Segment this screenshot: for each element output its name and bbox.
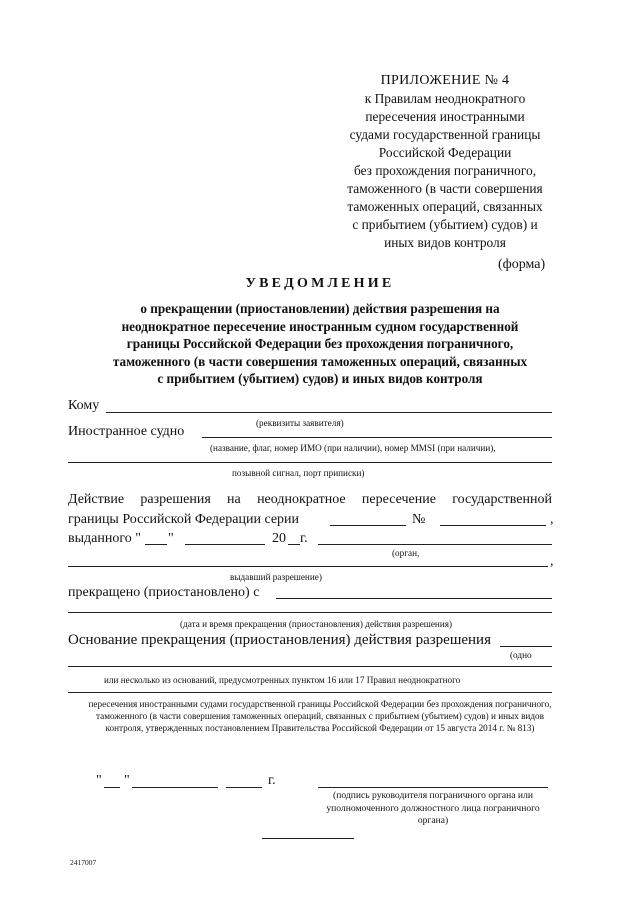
sig-year-field[interactable] [226, 787, 262, 788]
subtitle-line: таможенного (в части совершения таможенных операций, связанных [112, 353, 528, 369]
issued-label: выданного " [68, 531, 141, 546]
issued-quote: " [168, 531, 174, 546]
sig-day-field[interactable] [104, 787, 120, 788]
appendix-line: судами государственной границы [349, 127, 541, 142]
basis-field-3[interactable] [68, 692, 552, 693]
issued-year-field[interactable] [288, 544, 300, 545]
subtitle-line: неоднократное пересечение иностранным судном государственной [121, 318, 519, 334]
year-prefix: 20 [272, 531, 286, 546]
document-number: 2417007 [70, 858, 97, 867]
issued-day-field[interactable] [145, 544, 167, 545]
appendix-block [320, 72, 570, 252]
basis-field[interactable] [500, 646, 552, 647]
appendix-line: пересечения иностранными [365, 109, 525, 124]
signature-field[interactable] [318, 787, 548, 788]
basis-field-2[interactable] [68, 666, 552, 667]
organ-field[interactable] [318, 544, 552, 545]
form-tag: (форма) [498, 257, 546, 272]
series-field[interactable] [330, 525, 406, 526]
year-suffix: г. [300, 531, 308, 546]
stopped-label: прекращено (приостановлено) с [68, 585, 260, 600]
subtitle-line: о прекращении (приостановлении) действия разрешения на [140, 301, 500, 316]
basis-paragraph: пересечения иностранными судами государственной границы Российской Федерации без прохождения пограничного, таможенного (в части совершения таможенных операций, связанных с прибытием (убытием) судов) и иных видов контроля, утвержденных постановлением Правительства Российской Федерации от 15 августа 2014 г. № 813) [88, 699, 552, 733]
comma-2: , [550, 554, 554, 569]
stopped-hint: (дата и время прекращения (приостановления) действия разрешения) [180, 619, 453, 629]
organ-hint: (орган, [392, 548, 420, 558]
vessel-label: Иностранное судно [68, 424, 185, 439]
issued-month-field[interactable] [185, 544, 265, 545]
sig-year-suffix: г. [268, 773, 276, 788]
permit-line-1: Действие разрешения на неоднократное пересечение государственной [68, 492, 552, 507]
appendix-line: с прибытием (убытием) судов) и [352, 217, 538, 232]
subtitle-line: границы Российской Федерации без прохождения пограничного, [126, 336, 514, 351]
sig-quote-close: " [124, 773, 130, 788]
appendix-line: к Правилам неоднократного [364, 91, 526, 106]
basis-hint: или несколько из оснований, предусмотренных пунктом 16 или 17 Правил неоднократного [104, 675, 461, 685]
vessel-field[interactable] [202, 437, 552, 438]
vessel-field-2[interactable] [68, 462, 552, 463]
appendix-line: Российской Федерации [378, 145, 512, 160]
signature-caption: (подпись руководителя пограничного органа или уполномоченного должностного лица пограничного органа) [326, 790, 540, 826]
appendix-line: иных видов контроля [384, 235, 506, 250]
vessel-hint-2: позывной сигнал, порт приписки) [232, 468, 365, 478]
to-hint: (реквизиты заявителя) [256, 418, 344, 428]
appendix-line: таможенного (в части совершения [347, 181, 543, 196]
to-label: Кому [68, 398, 100, 413]
organ-field-2[interactable] [68, 566, 548, 567]
appendix-title: ПРИЛОЖЕНИЕ № 4 [380, 73, 510, 88]
seal-line [262, 838, 354, 839]
basis-hint-right: (одно [510, 650, 532, 660]
vessel-hint: (название, флаг, номер ИМО (при наличии), номер MMSI (при наличии), [210, 443, 496, 453]
permit-series-label: границы Российской Федерации серии [68, 512, 300, 527]
to-field[interactable] [106, 412, 552, 413]
basis-label: Основание прекращения (приостановления) действия разрешения [68, 632, 491, 648]
document-heading: УВЕДОМЛЕНИЕ [245, 276, 395, 291]
subtitle-line: с прибытием (убытием) судов) и иных видов контроля [157, 371, 483, 386]
stopped-field[interactable] [276, 598, 552, 599]
number-sign: № [412, 512, 426, 527]
appendix-line: без прохождения пограничного, [353, 163, 537, 178]
document-subtitle [64, 300, 576, 388]
number-field[interactable] [440, 525, 546, 526]
sig-month-field[interactable] [132, 787, 218, 788]
sig-quote-open: " [96, 773, 102, 788]
organ-hint-2: выдавший разрешение) [230, 572, 322, 582]
appendix-line: таможенных операций, связанных [347, 199, 543, 214]
comma: , [550, 512, 554, 527]
stopped-field-2[interactable] [68, 612, 552, 613]
